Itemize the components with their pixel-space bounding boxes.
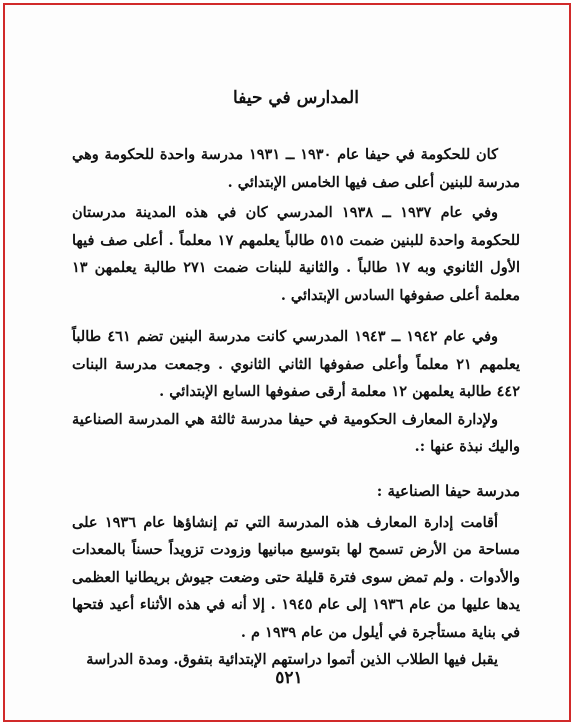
page-title: المدارس في حيفا [233, 88, 359, 108]
document-page [72, 60, 520, 674]
paragraph-1: كان للحكومة في حيفا عام ١٩٣٠ ــ ١٩٣١ مدرسة واحدة للحكومة وهي مدرسة للبنين أعلى صف فيها الخامس الإبتدائي . [72, 146, 520, 191]
section-heading: مدرسة حيفا الصناعية : [376, 481, 520, 500]
paragraph-3: وفي عام ١٩٤٢ ــ ١٩٤٣ المدرسي كانت مدرسة البنين تضم ٤٦١ طالباً يعلمهم ٢١ معلماً وأعلى صفوفها الثاني الثانوي . وجمعت مدرسة البنات ٤٤٢ طالبة يعلمهن ١٢ معلمة أرقى صفوفها السابع الإبتدائي . [72, 328, 520, 400]
section-paragraph-1: أقامت إدارة المعارف هذه المدرسة التي تم إنشاؤها عام ١٩٣٦ على مساحة من الأرض تسمح لها بتوسيع مبانيها وزودت تزويداً حسناً بالمعدات والأدوات . ولم تمض سوى فترة قليلة حتى وضعت جيوش بريطانيا العظمى يدها عليها من عام ١٩٣٦ إلى عام ١٩٤٥ . إلا أنه في هذه الأثناء أعيد فتحها في بناية مستأجرة في أيلول من عام ١٩٣٩ م . [72, 513, 520, 641]
page-number: ٥٢١ [275, 668, 303, 688]
paragraph-4: ولإدارة المعارف الحكومية في حيفا مدرسة ثالثة هي المدرسة الصناعية واليك نبذة عنها :. [72, 410, 520, 455]
paragraph-2: وفي عام ١٩٣٧ ــ ١٩٣٨ المدرسي كان في هذه المدينة مدرستان للحكومة واحدة للبنين ضمت ٥١٥ طالباً يعلمهم ١٧ معلماً . أعلى صف فيها الأول الثانوي وبه ١٧ طالباً . والثانية للبنات ضمت ٢٧١ طالبة يعلمهن ١٣ معلمة أعلى صفوفها السادس الإبتدائي . [72, 204, 520, 304]
section-paragraph-2: يقبل فيها الطلاب الذين أتموا دراستهم الإبتدائية بتفوق. ومدة الدراسة [86, 651, 498, 668]
